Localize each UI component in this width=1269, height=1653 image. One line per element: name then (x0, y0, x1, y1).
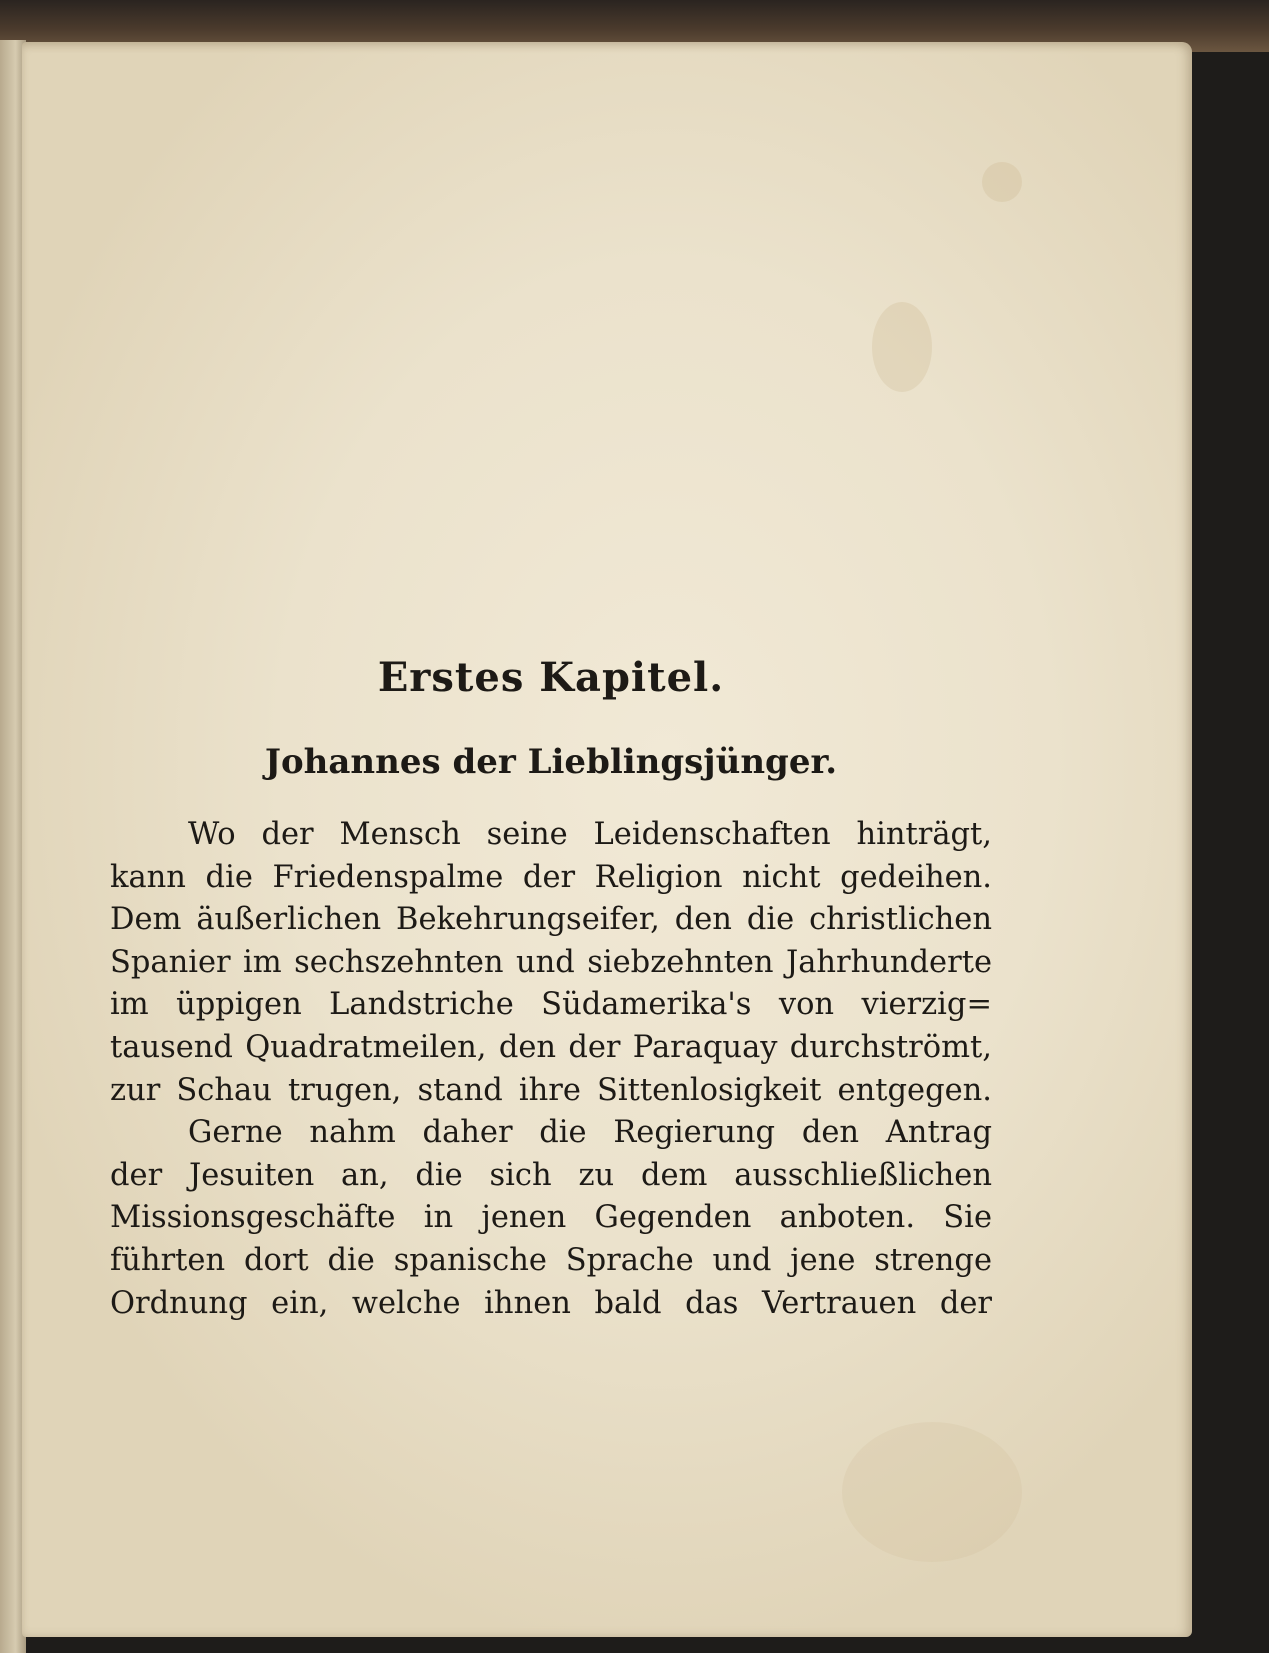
text-line: im üppigen Landstriche Südamerika's von vierzig= (110, 987, 992, 1023)
text-line: Dem äußerlichen Bekehrungseifer, den die christlichen (110, 902, 992, 938)
text-line: der Jesuiten an, die sich zu dem ausschließlichen (110, 1157, 992, 1193)
paragraph (110, 814, 992, 1112)
text-line: Gerne nahm daher die Regierung den Antrag (188, 1115, 992, 1151)
page-text (110, 650, 992, 1325)
chapter-subtitle: Johannes der Lieblingsjünger. (264, 742, 838, 782)
text-line: zur Schau trugen, stand ihre Sittenlosigkeit entgegen. (110, 1072, 992, 1108)
text-line: Wo der Mensch seine Leidenschaften hinträgt, (188, 817, 992, 852)
text-line: führten dort die spanische Sprache und jene strenge (110, 1242, 992, 1278)
text-line: kann die Friedenspalme der Religion nicht gedeihen. (110, 859, 992, 895)
paper-stain (842, 1422, 1022, 1562)
text-line: tausend Quadratmeilen, den der Paraquay durchströmt, (110, 1029, 992, 1065)
text-line: Missionsgeschäfte in jenen Gegenden anboten. Sie (110, 1200, 992, 1236)
paper-stain (982, 162, 1022, 202)
text-line: Ordnung ein, welche ihnen bald das Vertrauen der (110, 1285, 992, 1321)
paragraph (110, 1112, 992, 1325)
paper-stain (872, 302, 932, 392)
chapter-title: Erstes Kapitel. (377, 654, 725, 701)
text-line: Spanier im sechszehnten und siebzehnten Jahrhunderte (110, 944, 992, 980)
